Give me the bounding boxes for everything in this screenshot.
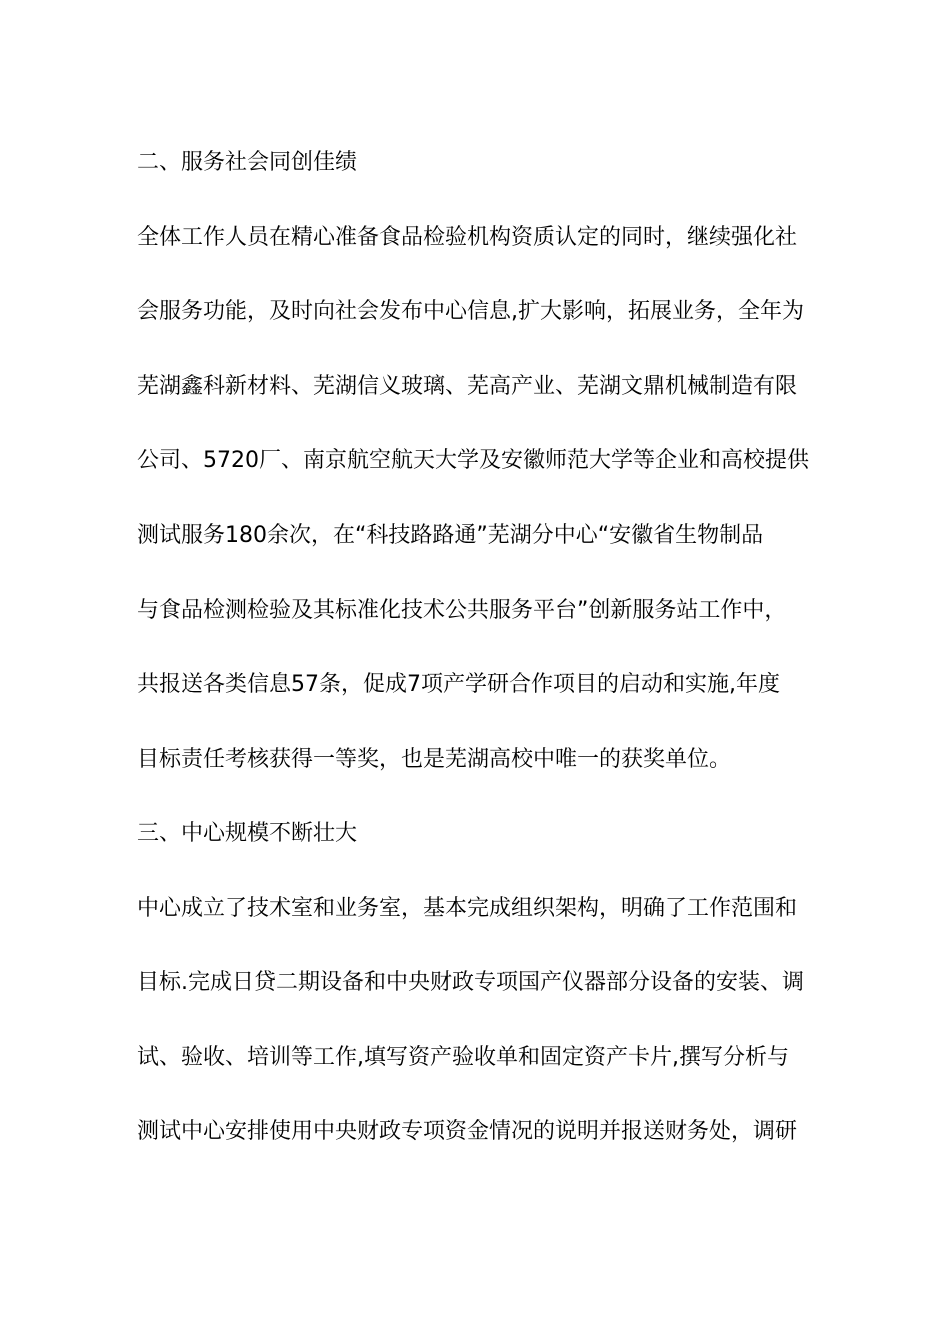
paragraph-line: 测试服务180余次，在“科技路路通”芜湖分中心“安徽省生物制品 xyxy=(137,523,764,548)
paragraph-line: 目标.完成日贷二期设备和中央财政专项国产仪器部分设备的安装、调 xyxy=(137,970,804,995)
paragraph-line: 全体工作人员在精心准备食品检验机构资质认定的同时，继续强化社 xyxy=(137,225,798,250)
paragraph-line: 共报送各类信息57条，促成7项产学研合作项目的启动和实施,年度 xyxy=(137,672,780,697)
section-heading: 三、中心规模不断壮大 xyxy=(137,821,358,846)
paragraph-line: 公司、5720厂、南京航空航天大学及安徽师范大学等企业和高校提供 xyxy=(137,448,809,473)
paragraph-line: 与食品检测检验及其标准化技术公共服务平台”创新服务站工作中， xyxy=(137,598,787,623)
paragraph-line: 试、验收、培训等工作,填写资产验收单和固定资产卡片,撰写分析与 xyxy=(137,1045,789,1070)
paragraph-line: 中心成立了技术室和业务室，基本完成组织架构，明确了工作范围和 xyxy=(137,896,798,921)
paragraph-line: 芜湖鑫科新材料、芜湖信义玻璃、芜高产业、芜湖文鼎机械制造有限 xyxy=(137,374,798,399)
paragraph-line: 目标责任考核获得一等奖，也是芜湖高校中唯一的获奖单位。 xyxy=(137,747,732,772)
paragraph-line: 测试中心安排使用中央财政专项资金情况的说明并报送财务处，调研 xyxy=(137,1119,798,1144)
paragraph-line: 会服务功能，及时向社会发布中心信息,扩大影响，拓展业务，全年为 xyxy=(137,299,804,324)
section-heading: 二、服务社会同创佳绩 xyxy=(137,150,358,175)
